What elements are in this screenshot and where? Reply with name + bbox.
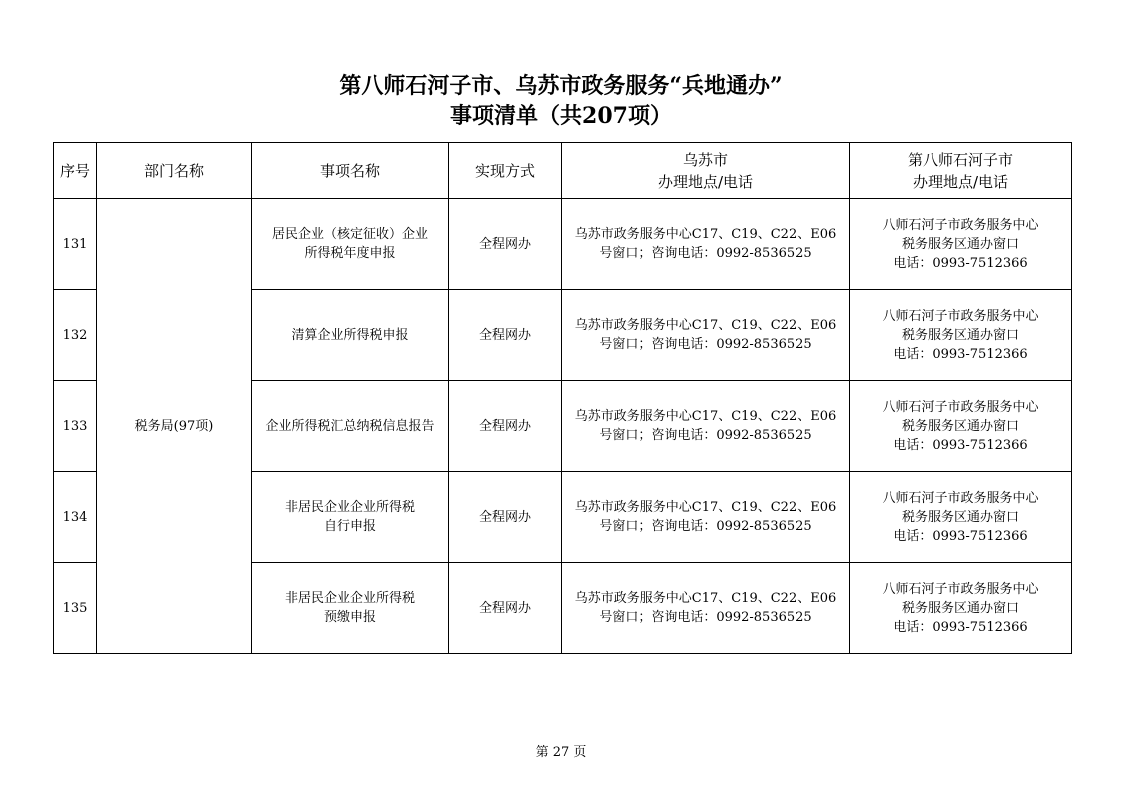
row-shihezi-location: 八师石河子市政务服务中心 税务服务区通办窗口 电话：0993-7512366 <box>850 381 1072 472</box>
row-wusu-location: 乌苏市政务服务中心C17、C19、C22、E06 号窗口；咨询电话：0992-8536525 <box>562 472 850 563</box>
header-seq: 序号 <box>54 143 97 199</box>
row-method: 全程网办 <box>449 199 562 290</box>
row-seq: 131 <box>54 199 97 290</box>
row-shihezi-location: 八师石河子市政务服务中心 税务服务区通办窗口 电话：0993-7512366 <box>850 290 1072 381</box>
header-shihezi: 第八师石河子市 办理地点/电话 <box>850 143 1072 199</box>
row-shihezi-location: 八师石河子市政务服务中心 税务服务区通办窗口 电话：0993-7512366 <box>850 472 1072 563</box>
row-item: 非居民企业企业所得税 预缴申报 <box>252 563 449 654</box>
row-item: 居民企业（核定征收）企业 所得税年度申报 <box>252 199 449 290</box>
page-number: 第 27 页 <box>535 745 587 760</box>
row-seq: 133 <box>54 381 97 472</box>
document-title: 第八师石河子市、乌苏市政务服务“兵地通办” <box>339 73 783 99</box>
row-method: 全程网办 <box>449 472 562 563</box>
row-item: 企业所得税汇总纳税信息报告 <box>252 381 449 472</box>
row-shihezi-location: 八师石河子市政务服务中心 税务服务区通办窗口 电话：0993-7512366 <box>850 563 1072 654</box>
row-method: 全程网办 <box>449 381 562 472</box>
document-subtitle: 事项清单（共207项） <box>450 103 672 129</box>
header-method: 实现方式 <box>449 143 562 199</box>
row-wusu-location: 乌苏市政务服务中心C17、C19、C22、E06 号窗口；咨询电话：0992-8536525 <box>562 199 850 290</box>
row-item: 非居民企业企业所得税 自行申报 <box>252 472 449 563</box>
table-row <box>54 199 1072 290</box>
row-wusu-location: 乌苏市政务服务中心C17、C19、C22、E06 号窗口；咨询电话：0992-8536525 <box>562 290 850 381</box>
row-shihezi-location: 八师石河子市政务服务中心 税务服务区通办窗口 电话：0993-7512366 <box>850 199 1072 290</box>
row-seq: 134 <box>54 472 97 563</box>
dept-name-cell: 税务局(97项) <box>97 199 252 654</box>
table-header-row <box>54 143 1072 199</box>
row-seq: 132 <box>54 290 97 381</box>
row-method: 全程网办 <box>449 290 562 381</box>
items-table <box>53 142 1072 654</box>
row-wusu-location: 乌苏市政务服务中心C17、C19、C22、E06 号窗口；咨询电话：0992-8536525 <box>562 381 850 472</box>
header-dept: 部门名称 <box>97 143 252 199</box>
row-seq: 135 <box>54 563 97 654</box>
row-method: 全程网办 <box>449 563 562 654</box>
row-item: 清算企业所得税申报 <box>252 290 449 381</box>
row-wusu-location: 乌苏市政务服务中心C17、C19、C22、E06 号窗口；咨询电话：0992-8536525 <box>562 563 850 654</box>
header-wusu: 乌苏市 办理地点/电话 <box>562 143 850 199</box>
header-item: 事项名称 <box>252 143 449 199</box>
